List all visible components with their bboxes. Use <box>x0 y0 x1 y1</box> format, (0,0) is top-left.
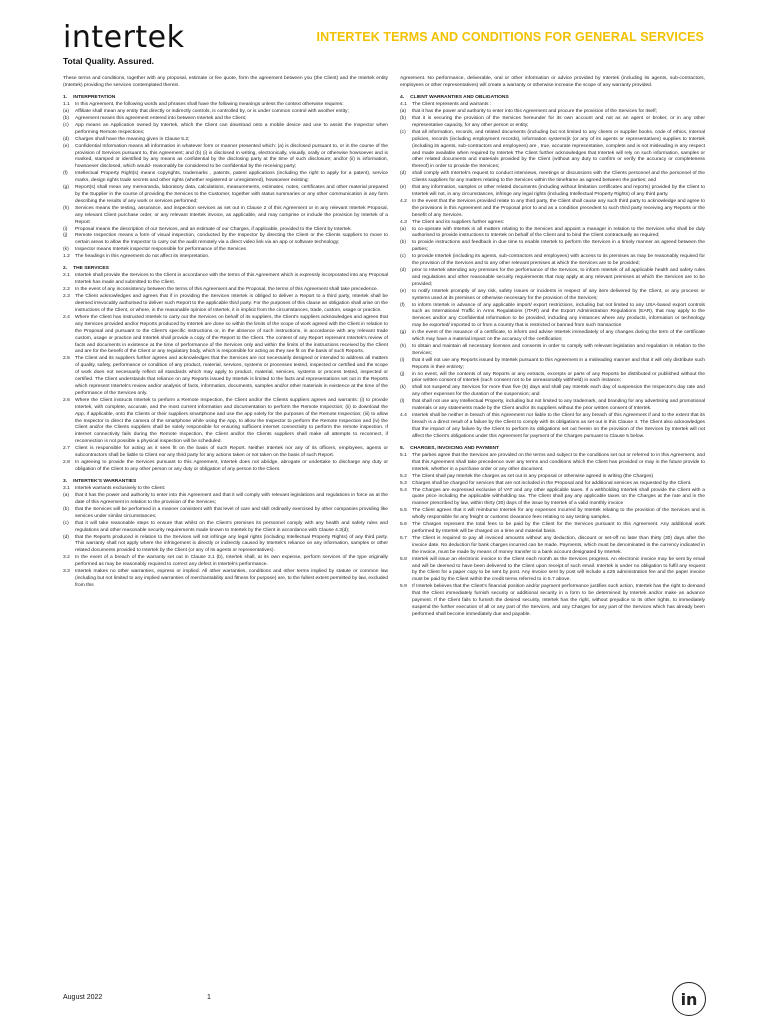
clause-text: Proposal means the description of our Services, and an estimate of our Charges, if applicable, provided to the Client by Intertek. <box>75 226 352 232</box>
clause-number: (c) <box>400 129 406 135</box>
clause-item <box>400 522 705 536</box>
clause-item <box>400 488 705 509</box>
clause-text: Confidential Information means all information in whatever form or manner presented which: (a) is disclosed pursuant to, or in the course of the provision of Services pursuant to, this Agreement; and (b) (i) is disclosed in writing, electronically, visually, orally or otherwise howsoever and is marked, stamped or identified by any means as confidential by the disclosing party at the time of such disclosure; and/or (ii) is information, howsoever disclosed, which would- reasonably be considered to be confidential by the receiving party; <box>75 143 388 170</box>
clause-number: (j) <box>400 371 405 377</box>
clause-number: 5.9 <box>400 584 407 590</box>
footer-date: August 2022 <box>63 994 103 1001</box>
clause-item <box>63 521 388 535</box>
clause-text: Intertek makes no other warranties, express or implied. All other warranties, conditions and other terms implied by statute or common law (including but not limited to any implied warranties of merchantability and fitness for purpose) are, to the fullest extent permitted by law, excluded from this <box>75 569 388 588</box>
clause-text: Agreement means this agreement entered into between Intertek and the Client; <box>75 116 247 122</box>
clause-text: Intertek shall provide the Services to the Client in accordance with the terms of this Agreement which is expressly incorporated into any Proposal Intertek has made and submitted to the Client. <box>75 273 388 286</box>
clause-text: to provide Intertek (including its agents, sub-contractors and employees) with access to its premises as may be reasonably required for the provision of the Services and to any other relevant premises at which the Services are to be provided; <box>412 254 705 267</box>
clause-text: in the event of the issuance of a certificate, to inform and advise Intertek immediately of any changes during the term of the certificate which may have a material impact on the accuracy of the certification; <box>412 330 705 343</box>
clause-number: 2.2 <box>63 287 70 293</box>
clause-text: The parties agree that the Services are provided on the terms and subject to the conditions set out or referred to in this Agreement, and that this Agreement shall take precedence over any terms and conditions which the Client has provided or may in the future provide to Intertek, whether in a purchase order or any other document. <box>412 453 705 472</box>
clause-number: 5.6 <box>400 522 407 528</box>
clause-number: 5.4 <box>400 487 407 493</box>
clause-number: (b) <box>400 240 406 246</box>
clause-text: that any information, samples or other related documents (including without limitation certificates and reports) provided by the Client to Intertek will not, in any circumstances, infringe any legal rights (including Intellectual Property Rights) of any third party. <box>412 185 705 197</box>
clause-text: In the event that the Services provided relate to any third party, the Client shall cause any such third party to acknowledge and agree to the provisions in this Agreement and the Proposal prior to and as a condition precedent to such third party receiving any Reports or the benefit of any Services. <box>412 198 705 218</box>
clause-item <box>63 507 388 521</box>
clause-text: in no event, will the contents of any Reports or any extracts, excerpts or parts of any Reports be distributed or published without the prior written consent of Intertek (such consent not to be unreasonably withheld) in each instance; <box>412 371 705 384</box>
logo-tagline: Total Quality. Assured. <box>63 56 154 66</box>
clause-text: The Charges represent the total fees to be paid by the Client for the Services pursuant to this Agreement. Any additional work performed by Intertek will be charged on a time and material basis. <box>412 522 705 534</box>
page-number: 1 <box>207 994 211 1001</box>
section-5 <box>400 446 705 619</box>
clause-text: The Client agrees that it will reimburse Intertek for any expenses incurred by Intertek relating to the provision of the Services and is wholly responsible for any freight or customs clearance fees relating to any testing samples. <box>412 508 705 521</box>
section-3 <box>63 479 388 590</box>
section-heading <box>400 95 705 102</box>
clause-item <box>400 584 705 619</box>
clause-number: 5.2 <box>400 473 407 479</box>
clause-item <box>63 254 388 261</box>
clause-number: 3.1 <box>63 486 70 492</box>
section-title: THE SERVICES <box>73 266 109 272</box>
section-number: 3. <box>63 478 68 484</box>
clause-item <box>400 453 705 474</box>
clause-item <box>400 199 705 220</box>
clause-number: 2.6 <box>63 397 70 403</box>
clause-item <box>400 227 705 241</box>
clause-text: The Client and its suppliers further agrees and acknowledges that the Services are not necessarily designed or intended to address all matters of quality, safety, performance or condition of any product, material, services, systems or processes tested, inspected or certified and the scope of work does not necessarily reflect all standards which may apply to product, material, services, systems or process tested, inspected or certified. The Client understands that reliance on any Reports issued by Intertek is limited to the facts and representations set out in the Reports which represent Intertek's review and/or analysis of facts, information, documents, samples and/or other materials in existence at the time of the performance of the Services only. <box>75 356 388 396</box>
clause-number: 2.4 <box>63 314 70 320</box>
clause-text: In the event of a breach of the warranty set out in Clause 3.1 (b), Intertek shall, at its own expense, perform services of the type originally performed as may be reasonably required to correct any defect in Intertek's performance. <box>75 555 388 568</box>
clause-text: shall comply with Intertek's request to conduct interviews, meetings or discussions with the Clients personnel and the personnel of the Clients suppliers for any matters relating to the Services within the timeframe as agreed between the parties; and <box>412 171 705 184</box>
section-heading <box>400 446 705 453</box>
section-number: 4. <box>400 94 405 100</box>
clause-item <box>400 240 705 254</box>
clause-text: Remote Inspection means a form of visual inspection, conducted by the Inspector by directing the Client or the Clients suppliers to move to certain areas to allow the Inspector to carry out the audit remotely via a direct video link via an app or software technology; <box>75 233 388 246</box>
clause-number: 5.8 <box>400 556 407 562</box>
clause-text: App means an Application owned by Intertek, which the Client can download onto a mobile device and use to assist the Inspector when performing Remote Inspections; <box>75 122 388 135</box>
clause-text: The Client shall pay Intertek the charges as set out in any proposal or otherwise agreed in writing (the Charges) <box>412 473 654 479</box>
clause-number: (c) <box>63 520 69 526</box>
intertek-in-badge-icon: in <box>672 982 706 1016</box>
clause-text: Intertek warrants exclusively to the Client: <box>75 486 166 492</box>
clause-text: Where the Client has instructed Intertek to carry out the Services on behalf of its suppliers, the Client's suppliers acknowledges and agrees that any Services provided and/or Reports produced by Intertek are done so within the limits of the scope of work agreed with the Client in relation to the Proposal and pursuant to the Client's specific instructions or, in the absence of such instructions, in accordance with any relevant trade custom, usage or practice and Intertek shall provide a copy of the Report to the Client. The content of any Report represent Intertek's review of facts and documents in existence at the time of performance of the Services only and within the limits of the instructions received by the Client and are for the benefit of the Client or any regulatory body, which is responsible for acting as they see fit on the basis of such Reports. <box>75 314 388 355</box>
clause-number: (a) <box>63 109 69 115</box>
right-column <box>400 76 705 619</box>
clause-item <box>63 460 388 474</box>
clause-text: that it will not use any Reports issued by Intertek pursuant to this Agreement in a misleading manner and that it will only distribute such Reports in their entirety; <box>412 357 705 370</box>
clause-text: In the event of any inconsistency between the terms of this Agreement and the Proposal, the terms of this Agreement shall take precedence. <box>75 287 379 293</box>
clause-number: (h) <box>400 343 406 349</box>
clause-item <box>400 474 705 481</box>
clause-text: The Client represents and warrants : <box>412 102 492 108</box>
clause-text: In agreeing to provide the Services pursuant to this Agreement, Intertek does not abridge, abrogate or undertake to discharge any duty or obligation of the Client to any other person or any duty or obligation of any person to the Client. <box>75 459 388 472</box>
clause-item <box>400 185 705 199</box>
clause-number: 3.3 <box>63 569 70 575</box>
continued-paragraph: Agreement. No performance, deliverable, oral or other information or advice provided by Intertek (including its agents, sub-contractors, employees or other representatives) will create a warranty or otherwise increase the scope of any warranty provided. <box>400 76 705 88</box>
clause-text: The Client is required to pay all invoiced amounts without any deduction, discount or set-off no later than thirty (30) days after the invoice date. No deduction for bank charges incurred can be made. Payments, which must be denominated in the currency indicated in the invoice, must be made by means of money transfer to a bank account designated by Intertek. <box>412 535 705 555</box>
clause-item <box>400 130 705 171</box>
section-number: 5. <box>400 445 405 451</box>
clause-text: that all information, records, and related documents (including but not limited to any clients or supplier books, code of ethics, internal policies, records (including employment records), information systems)it (or any of its agents or representatives) supplies to Intertek (including its agents, sub-contractors and employees) are , true, accurate representative, complete and is not misleading in any respect and made available when required by Intertek The Client further acknowledges that Intertek will rely on such information, samples or other related documents and materials provided by the Client (without any duty to confirm or verify the accuracy or completeness thereof) in order to provide the Services; <box>412 129 705 170</box>
clause-number: 2.8 <box>63 459 70 465</box>
clause-text: to provide instructions and feedback in due time to enable Intertek to perform the Services in a timely manner as agreed between the parties; <box>412 240 705 253</box>
clause-text: The headings in this Agreement do not affect its interpretation. <box>75 254 210 260</box>
clause-item <box>400 116 705 130</box>
clause-text: Where the Client instructs Intertek to perform a Remote Inspection, the Client and/or the Clients suppliers agrees and warrants: (i) to provide Intertek, with complete, accurate, and the most current information and documentation to perform the Remote Inspection; (ii) to download the App, if applicable, onto the Clients or their suppliers smartphone and use the app solely for the purposes of the Remote Inspection; (iii) to allow the Inspector to direct the camera of the smartphone while using the App, to allow the Inspector to perform the Remote Inspection and (iv) the Client and/or the Clients suppliers shall be solely responsible for ensuring sufficient internet connectivity to perform the remote inspection. If internet connectivity fails during the Remote Inspection, the Client and/or the Clients suppliers shall make all attempts to reconnect, if reconnection is not possible a physical inspection will be scheduled. <box>75 397 388 445</box>
section-4 <box>400 95 705 441</box>
clause-text: The Charges are expressed exclusive of VAT and any other applicable taxes. If a withholding Intertek shall provide the Client with a quote price including the applicable withholding tax. The Client shall pay any applicable taxes on the Charges at the rate and in the manner prescribed by law, within thirty (30) days of the issue by Intertek of a valid monthly invoice <box>412 487 705 507</box>
section-heading <box>63 95 388 102</box>
clause-text: that it will take reasonable steps to ensure that whilst on the Client's premises its personnel comply with any health and safety rules and regulations and other reasonable security requirements made known to Intertek by the Client in accordance with Clause 4.3(d); <box>75 520 388 533</box>
clause-text: that it is securing the provision of the Services hereunder for its own account and not as an agent or broker, or in any other representative capacity, for any other person or entity; <box>412 116 705 128</box>
clause-item <box>63 569 388 590</box>
clause-number: (b) <box>400 116 406 122</box>
clause-number: 4.1 <box>400 102 407 108</box>
clause-number: 1.1 <box>63 102 70 108</box>
clause-item <box>63 273 388 287</box>
clause-item <box>400 254 705 268</box>
clause-item <box>63 294 388 315</box>
clause-text: Intertek shall be neither in breach of this Agreement nor liable to the Client for any breach of this Agreement if and to the extent that its breach is a direct result of a failure by the Client to comply with its obligations as set out in this Clause 4. The Client also acknowledges that the impact of any failure by the Client to perform its obligations set out herein on the provision of the Services by Intertek will not affect the Client's obligations under this Agreement for payment of the Charges pursuant to Clause 5 below. <box>412 413 705 439</box>
clause-item <box>63 137 388 144</box>
clause-number: (i) <box>63 226 68 232</box>
clause-number: (d) <box>63 136 69 142</box>
clause-text: that it has the power and authority to enter into this Agreement and procure the provision of the Services for itself; <box>412 109 657 115</box>
clause-number: (l) <box>400 399 405 405</box>
clause-item <box>400 268 705 289</box>
clause-number: 2.3 <box>63 294 70 300</box>
clause-number: (f) <box>63 171 68 177</box>
clause-number: (g) <box>63 185 69 191</box>
clause-item <box>400 109 705 116</box>
clause-number: (a) <box>400 109 406 115</box>
clause-item <box>63 446 388 460</box>
clause-text: The Client and its suppliers further agrees: <box>412 219 505 225</box>
clause-number: 4.3 <box>400 219 407 225</box>
clause-number: (e) <box>400 185 406 191</box>
clause-text: to co-operate with Intertek in all matters relating to the Services and appoint a manager in relation to the Services who shall be duly authorised to provide instructions to Intertek on behalf of the Client and to bind the Client contractually as required; <box>412 226 705 239</box>
clause-item <box>400 289 705 303</box>
section-number: 1. <box>63 94 68 100</box>
clause-item <box>63 116 388 123</box>
clause-number: (e) <box>400 288 406 294</box>
clause-text: If Intertek believes that the Client's financial position and/or payment performance justifies such action, Intertek has the right to demand that the Client immediately furnish security or additional security in a form to be determined by Intertek and/or make an advance payment. If the Client fails to furnish the desired security, Intertek has the right, without prejudice to its other rights, to immediately suspend the further execution of all or any part of the Services, and any Charges for any part of the Services which has already been performed shall become immediately due and payable. <box>412 584 705 617</box>
clause-number: (a) <box>63 493 69 499</box>
clause-item <box>63 398 388 446</box>
clause-item <box>63 233 388 247</box>
clause-number: 5.1 <box>400 453 407 459</box>
clause-text: Intertek will issue an electronic invoice to the Client each month as the Services progress. An electronic invoice may be sent by email and will be deemed to have been delivered to the Client upon receipt of such email. Intertek is under no obligation to fulfil any request by the Client for a paper copy to be sent by post. Any invoice sent by post will include a £25 administration fee and the paper invoice must be paid by the Client within the credit terms referred to in 5.7 above. <box>412 556 705 583</box>
clause-number: (j) <box>63 233 68 239</box>
clause-text: to inform Intertek in advance of any applicable import/ export restrictions, including but not limited to any USA-based export controls such as International Traffic in Arms Regulations (ITAR) and the Export Administration Regulations (EAR), that may apply to the Services and/or any Confidential Information to be provided, including any instances where any products, information or technology may be exported/ imported to or from a country that is restricted or banned from such transaction <box>412 302 705 329</box>
clause-number: (i) <box>400 357 405 363</box>
clause-number: 5.5 <box>400 508 407 514</box>
clause-text: Inspector means Intertek inspector responsible for performance of the Services <box>75 247 246 253</box>
clause-text: Charges shall be charged for services that are not included in the Proposal and for additional services as requested by the Client. <box>412 480 692 486</box>
clause-item <box>400 481 705 488</box>
clause-number: 4.2 <box>400 198 407 204</box>
clause-text: that it has the power and authority to enter into this Agreement and that it will comply with relevant legislations and regulations in force as at the date of this Agreement in relation to the provision of the Services; <box>75 493 388 505</box>
clause-text: Affiliate shall mean any entity that directly or indirectly controls, is controlled by, or is under common control with another entity; <box>75 109 349 115</box>
clause-item <box>400 413 705 441</box>
clause-text: to obtain and maintain all necessary licenses and consents in order to comply with relevant legislation and regulation in relation to the Services; <box>412 343 705 356</box>
section-title: INTERTEK'S WARRANTIES <box>73 478 137 484</box>
clause-item <box>400 385 705 399</box>
clause-item <box>400 171 705 185</box>
clause-number: (b) <box>63 116 69 122</box>
clause-text: The Client acknowledges and agrees that if in providing the Services Intertek is obliged to deliver a Report to a third party, Intertek shall be deemed irrevocably authorised to deliver such Report to the applicable third party. For the purposes of this clause an obligation shall arise on the instructions of the Client, or where, in the reasonable opinion of Intertek, it is implicit from the circumstances, trade, custom, usage or practice. <box>75 294 388 313</box>
section-number: 2. <box>63 266 68 272</box>
clause-item <box>400 303 705 331</box>
clause-number: 2.5 <box>63 356 70 362</box>
section-title: CHARGES, INVOICING AND PAYMENT <box>410 445 500 451</box>
clause-text: that the Services will be performed in a manner consistent with that level of care and skill ordinarily exercised by other companies providing like services under similar circumstances; <box>75 506 388 519</box>
clause-item <box>63 144 388 172</box>
section-2 <box>63 266 388 474</box>
clause-item <box>63 185 388 206</box>
intertek-logo <box>63 22 183 66</box>
clause-number: 2.7 <box>63 446 70 452</box>
clause-number: (b) <box>63 506 69 512</box>
clause-number: 5.3 <box>400 480 407 486</box>
clause-item <box>63 493 388 507</box>
clause-number: (c) <box>400 254 406 260</box>
clause-number: (c) <box>63 122 69 128</box>
clause-item <box>63 206 388 227</box>
section-title: CLIENT WARRANTIES AND OBLIGATIONS <box>410 94 509 100</box>
clause-number: (k) <box>400 385 406 391</box>
clause-number: 4.4 <box>400 413 407 418</box>
clause-item <box>400 220 705 227</box>
clause-text: Client is responsible for acting as it sees fit on the basis of such Report. Neither Intertek nor any of its officers, employees, agents or subcontractors shall be liable to Client nor any third party for any actions taken or not taken on the basis of such Report. <box>75 446 388 459</box>
clause-number: (a) <box>400 226 406 232</box>
clause-text: that shall not use any Intellectual Property, including but not limited to any trademark, and branding for any advertising and promotional materials or any statements made by the Client and/or its suppliers without the prior written consent of Intertek. <box>412 399 705 412</box>
clause-item <box>400 557 705 585</box>
clause-number: 3.2 <box>63 555 70 561</box>
clause-text: In this Agreement, the following words and phrases shall have the following meanings unless the context otherwise requires: <box>75 102 344 108</box>
clause-number: 2.1 <box>63 273 70 279</box>
clause-item <box>63 123 388 137</box>
section-title: INTERPRETATION <box>73 94 116 100</box>
clause-item <box>400 358 705 372</box>
clause-item <box>63 356 388 397</box>
clause-text: Services means the testing, assurance, and inspection services as set out in Clause 2 of this Agreement or in any relevant Intertek Proposal, any relevant Client purchase order, or any relevant Intertek invoice, as applicable, and may comprise or include the provision by Intertek of a Report <box>75 205 388 225</box>
clause-text: Report(s) shall mean any memoranda, laboratory data, calculations, measurements, estimates, notes, certificates and other material prepared by the Supplier in the course of providing the Services to the Customer, together with status summaries or any other communication in any form describing the results of any work or services performed; <box>75 185 388 204</box>
clause-text: Intellectual Property Right(s) means copyrights, trademarks , patents, patent applications (including the right to apply for a patent), service marks, design rights trade secrets and other rights (whether registered or unregistered), howsoever existing; <box>75 171 388 184</box>
clause-number: (h) <box>63 205 69 211</box>
clause-number: (d) <box>63 534 69 540</box>
clause-number: (d) <box>400 171 406 177</box>
clause-number: 5.7 <box>400 535 407 541</box>
intro-paragraph: These terms and conditions, together with any proposal, estimate or fee quote, form the agreement between you (the Client) and the Intertek entity (Intertek) providing the services contemplated therein. <box>63 76 388 88</box>
section-heading <box>63 479 388 486</box>
clause-item <box>400 344 705 358</box>
clause-item <box>63 535 388 556</box>
clause-text: Charges shall have the meaning given in Clause 5.2; <box>75 136 190 142</box>
logo-wordmark: intertek <box>63 20 185 55</box>
clause-text: shall not suspend any Services for more than five (5) days and shall pay Intertek each day of suspension the Inspector's day rate and any other expenses for the duration of the suspension; and <box>412 385 705 398</box>
clause-number: (d) <box>400 267 406 273</box>
clause-item <box>400 372 705 386</box>
clause-text: prior to Intertek attending any premises for the performance of the Services, to inform Intertek of all applicable health and safety rules and regulations and other reasonable security requirements that may apply at any relevant premises at which the Services are to be provided; <box>412 267 705 287</box>
clause-item <box>63 315 388 356</box>
document-title: INTERTEK TERMS AND CONDITIONS FOR GENERAL SERVICES <box>316 30 704 44</box>
clause-number: 1.2 <box>63 254 70 260</box>
section-heading <box>63 266 388 273</box>
clause-text: to notify Intertek promptly of any risk, safety issues or incidents in respect of any item delivered by the Client, or any process or systems used at its premises or otherwise necessary for the provision of the Services; <box>412 288 705 301</box>
clause-item <box>63 109 388 116</box>
clause-number: (e) <box>63 143 69 149</box>
section-1 <box>63 95 388 261</box>
clause-text: that the Reports produced in relation to the Services will not infringe any legal rights (including Intellectual Property Rights) of any third party. This warranty shall not apply where the infringement is directly or indirectly caused by Intertek's reliance on any information, samples or other related documents provided to Intertek by the Client (or any of its agents or representatives). <box>75 534 388 554</box>
clause-item <box>63 555 388 569</box>
clause-item <box>400 508 705 522</box>
clause-number: (g) <box>400 330 406 336</box>
clause-number: (k) <box>63 247 69 253</box>
clause-item <box>400 399 705 413</box>
clause-item <box>400 536 705 557</box>
clause-number: (f) <box>400 302 405 308</box>
clause-item <box>400 330 705 344</box>
clause-item <box>63 171 388 185</box>
left-column <box>63 76 388 590</box>
